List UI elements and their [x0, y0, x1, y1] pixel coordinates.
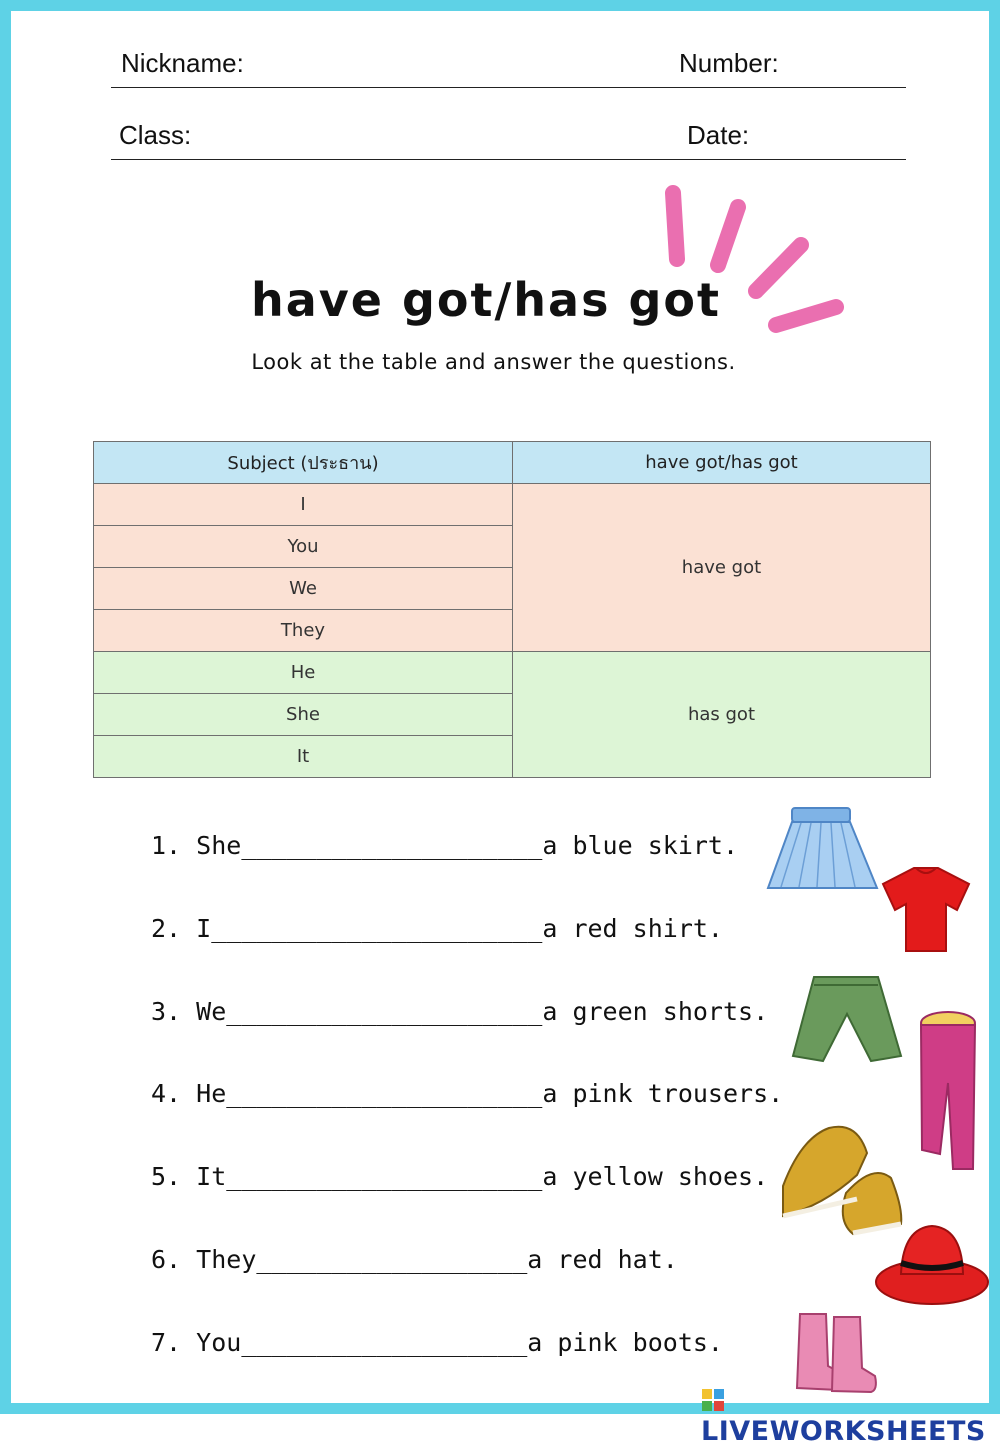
question-number: 2.: [151, 913, 182, 943]
red-shirt-icon: [883, 868, 969, 951]
question-number: 4.: [151, 1079, 182, 1109]
date-label: Date:: [687, 120, 750, 150]
number-label: Number:: [679, 48, 779, 78]
question-text: They__________________a red hat.: [196, 1244, 678, 1274]
question-text: We_____________________a green shorts.: [196, 996, 769, 1026]
liveworksheets-logo: [701, 1385, 989, 1447]
subject-cell: I: [94, 484, 513, 526]
question-text: I______________________a red shirt.: [196, 913, 723, 943]
question-number: 1.: [151, 831, 182, 860]
have-got-cell: have got: [513, 484, 931, 652]
blue-skirt-icon: [768, 808, 877, 888]
question-number: 3.: [151, 996, 182, 1026]
question-number: 5.: [151, 1162, 182, 1192]
logo-text: LIVEWORKSHEETS: [701, 1416, 986, 1447]
class-label: Class:: [119, 120, 192, 150]
pink-trousers-icon: [921, 1012, 975, 1169]
subject-header: Subject (ประธาน): [94, 442, 513, 484]
question-text: It_____________________a yellow shoes.: [196, 1162, 769, 1192]
nickname-label: Nickname:: [121, 48, 244, 78]
green-shorts-icon: [793, 977, 901, 1061]
red-hat-icon: [876, 1226, 988, 1304]
subject-cell: We: [94, 568, 513, 610]
question-number: 6.: [151, 1244, 182, 1274]
question-number: 7.: [151, 1327, 182, 1357]
question-text: You___________________a pink boots.: [196, 1327, 723, 1357]
question-text: He_____________________a pink trousers.: [196, 1079, 784, 1109]
form-header: have got/has got: [513, 442, 931, 484]
subject-cell: They: [94, 610, 513, 652]
pink-boots-icon: [797, 1314, 876, 1392]
page-title: have got/has got: [250, 273, 721, 327]
instructions: Look at the table and answer the questions.: [251, 350, 736, 374]
has-got-cell: has got: [513, 652, 931, 778]
subject-cell: You: [94, 526, 513, 568]
clothing-pictures: [11, 11, 989, 1403]
subject-cell: He: [94, 652, 513, 694]
question-text: She____________________a blue skirt.: [196, 831, 739, 860]
subject-cell: It: [94, 736, 513, 778]
yellow-shoes-icon: [783, 1127, 901, 1234]
subject-cell: She: [94, 694, 513, 736]
liveworksheets-logo-icon: [701, 1388, 725, 1412]
